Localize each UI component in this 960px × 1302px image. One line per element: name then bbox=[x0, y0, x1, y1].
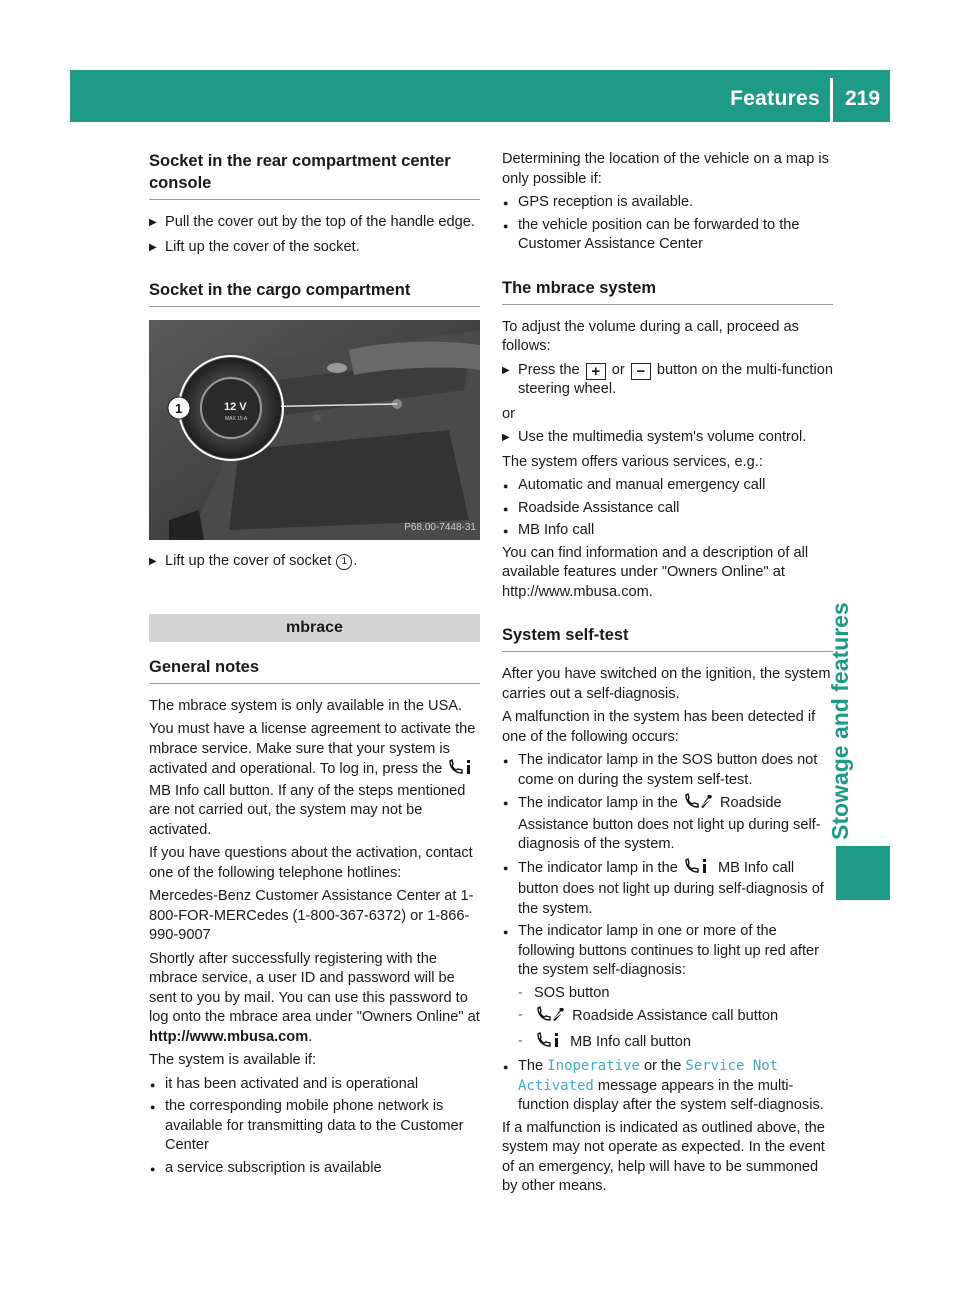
cargo-photo-illustration bbox=[149, 320, 480, 540]
page-number: 219 bbox=[844, 87, 881, 110]
sub-list-item: - Roadside Assistance call button bbox=[502, 1006, 833, 1029]
callout-reference: 1 bbox=[336, 554, 352, 570]
list-item: ● the corresponding mobile phone network is available for transmitting data to the Customer Center bbox=[149, 1097, 480, 1156]
paragraph: or bbox=[502, 405, 515, 422]
roadside-assistance-icon bbox=[536, 1006, 566, 1029]
list-item: ● it has been activated and is operational bbox=[149, 1075, 480, 1095]
step-item: ▶ Pull the cover out by the top of the handle edge. bbox=[149, 213, 480, 233]
right-column bbox=[502, 150, 833, 1201]
section-banner-mbrace: mbrace bbox=[149, 614, 480, 642]
step-item: ▶ Use the multimedia system's volume control. bbox=[502, 428, 833, 448]
list-item: ● The Inoperative or the Service Not Activated message appears in the multi-function display after the system self-diagnosis. bbox=[502, 1057, 833, 1116]
step-item: ▶ Lift up the cover of socket 1 . bbox=[149, 552, 480, 572]
paragraph: Determining the location of the vehicle on a map is only possible if: bbox=[502, 151, 829, 187]
list-item: ● Roadside Assistance call bbox=[502, 499, 833, 519]
paragraph: The mbrace system is only available in the USA. bbox=[149, 697, 463, 714]
sub-list-item: - MB Info call button bbox=[502, 1032, 833, 1055]
cargo-socket-photo bbox=[149, 320, 480, 540]
paragraph: The system offers various services, e.g.: bbox=[502, 453, 763, 470]
heading-general-notes: General notes bbox=[149, 656, 480, 684]
mb-info-call-icon bbox=[684, 858, 712, 881]
page-header bbox=[70, 70, 890, 122]
list-item: ● GPS reception is available. bbox=[502, 193, 833, 213]
mbusa-link[interactable]: http://www.mbusa.com bbox=[149, 1028, 309, 1045]
paragraph: If a malfunction is indicated as outlined above, the system may not operate as expected. In the event of an emergency, help will have to be summoned by other means. bbox=[502, 1119, 825, 1194]
step-item: ▶ Lift up the cover of the socket. bbox=[149, 238, 480, 258]
heading-cargo: Socket in the cargo compartment bbox=[149, 279, 480, 307]
paragraph: If you have questions about the activation, contact one of the following telephone hotlines: bbox=[149, 845, 473, 881]
display-message-inoperative: Inoperative bbox=[547, 1058, 640, 1074]
header-title: Features bbox=[730, 87, 820, 110]
list-item: ● The indicator lamp in the Roadside Assistance button does not light up during self-diagnosis of the system. bbox=[502, 793, 833, 855]
paragraph: After you have switched on the ignition, the system carries out a self-diagnosis. bbox=[502, 666, 831, 702]
sub-list-item: - SOS button bbox=[502, 984, 833, 1004]
list-item: ● The indicator lamp in the SOS button does not come on during the system self-test. bbox=[502, 751, 833, 790]
heading-system-self-test: System self-test bbox=[502, 624, 833, 652]
photo-callout: 1 bbox=[175, 401, 183, 416]
list-item: ● MB Info call bbox=[502, 521, 833, 541]
mb-info-call-icon bbox=[536, 1032, 564, 1055]
side-tab-marker bbox=[836, 846, 890, 900]
paragraph: You can find information and a description of all available features under "Owners Online" at http://www.mbusa.com. bbox=[502, 544, 809, 600]
roadside-assistance-icon bbox=[684, 793, 714, 816]
mb-info-call-icon bbox=[448, 759, 476, 782]
list-item: ● Automatic and manual emergency call bbox=[502, 476, 833, 496]
minus-key-icon: − bbox=[631, 363, 651, 380]
paragraph: A malfunction in the system has been detected if one of the following occurs: bbox=[502, 709, 816, 745]
socket-sublabel: MAX 15 A bbox=[225, 416, 248, 422]
socket-label: 12 V bbox=[224, 401, 247, 413]
list-item: ● The indicator lamp in the MB Info call button does not light up during self-diagnosis of the system. bbox=[502, 858, 833, 920]
list-item: ● a service subscription is available bbox=[149, 1159, 480, 1179]
list-item: ● the vehicle position can be forwarded to the Customer Assistance Center bbox=[502, 216, 833, 255]
left-column bbox=[149, 150, 480, 1181]
side-tab-label: Stowage and features bbox=[827, 602, 853, 840]
paragraph: Mercedes-Benz Customer Assistance Center at 1-800-FOR-MERCedes (1-800-367-6372) or 1-866-990-9007 bbox=[149, 888, 474, 943]
paragraph: You must have a license agreement to activate the mbrace service. Make sure that your system is activated and operational. To log in, press the MB Info call button. If any of the steps mentioned are not carried out, the system may not be activated. bbox=[149, 721, 476, 838]
photo-reference-code: P68.00-7448-31 bbox=[404, 521, 476, 533]
paragraph: Shortly after successfully registering with the mbrace service, a user ID and password will be sent to you by mail. You can use this password to log onto the mbrace area under "Owners Online" at http://www.mbusa.com. bbox=[149, 950, 480, 1045]
display-message-service-not-activated: Service Not Activated bbox=[518, 1058, 779, 1094]
heading-rear-console: Socket in the rear compartment center console bbox=[149, 150, 480, 200]
paragraph: To adjust the volume during a call, proceed as follows: bbox=[502, 318, 799, 354]
header-divider bbox=[830, 78, 833, 122]
list-item: ● The indicator lamp in one or more of the following buttons continues to light up red after the system self-diagnosis: bbox=[502, 922, 833, 981]
heading-mbrace-system: The mbrace system bbox=[502, 277, 833, 305]
step-item: ▶ Press the + or − button on the multi-function steering wheel. bbox=[502, 361, 833, 400]
plus-key-icon: + bbox=[586, 363, 606, 380]
paragraph: The system is available if: bbox=[149, 1052, 317, 1068]
